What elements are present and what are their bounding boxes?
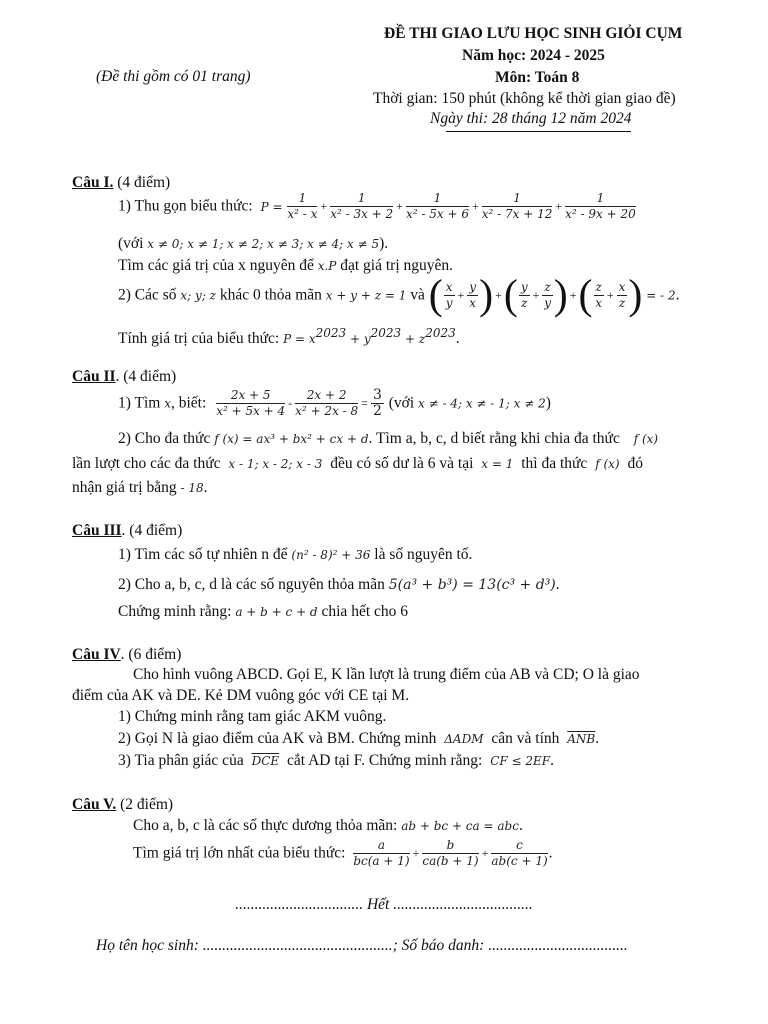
q2-heading: Câu II. (4 điểm) (72, 368, 177, 385)
q3-heading: Câu III. (4 điểm) (72, 522, 183, 539)
date-underline (446, 131, 631, 132)
exam-date: Ngày thi: 28 tháng 12 năm 2024 (430, 110, 632, 127)
q4-intro2: điểm của AK và DE. Kẻ DM vuông góc với CE tại M. (72, 687, 410, 704)
end-marker: ................................. Hết .................................... (235, 896, 533, 913)
q1-p2: 2) Các số x; y; z khác 0 thỏa mãn x + y + z = 1 và ( $\frac{x}{y}$ + $\frac{y}{x}$ ) +( $\frac{y}{z}$ + $\frac{z}{y}$ ) +( $\frac{z}{x}$ + $\frac{x}{z}$ ) = - 2. (118, 272, 680, 319)
angle-anb: $\overline{ANB}$ (567, 732, 596, 746)
subject: Môn: Toán 8 (495, 69, 580, 86)
q3-p1: 1) Tìm các số tự nhiên n để (n² - 8)² + 36 là số nguyên tố. (118, 546, 473, 563)
q4-p3: 3) Tia phân giác của $\overline{DCE}$ cắt AD tại F. Chứng minh rằng: CF ≤ 2EF. (118, 752, 554, 769)
student-info: Họ tên học sinh: .................................................; Số báo danh: .................................... (96, 937, 628, 954)
q1-find: Tìm các giá trị của x nguyên để x.P đạt giá trị nguyên. (118, 257, 454, 274)
q3-p3: Chứng minh rằng: a + b + c + d chia hết cho 6 (118, 603, 409, 620)
exam-title: ĐỀ THI GIAO LƯU HỌC SINH GIỎI CỤM (384, 25, 683, 42)
q1-fraction: $\frac{1}{\text{x² - 7x + 12}}$ (481, 191, 553, 221)
q1-p1: 1) Thu gọn biểu thức: P = $\frac{1}{\text{x² - x}}$ + $\frac{1}{\text{x² - 3x + 2}}$ + $\frac{1}{\text{x² - 5x + 6}}$ + $\frac{1}{\text{x² - 7x + 12}}$ + $\frac{1}{\text{x² - 9x + 20}}$ (118, 191, 636, 221)
q2-p2-line1: 2) Cho đa thức f (x) = ax³ + bx² + cx + d. Tìm a, b, c, d biết rằng khi chia đa thức f (x) (118, 430, 659, 447)
q1-fraction: $\frac{1}{\text{x² - x}}$ (287, 191, 318, 221)
q5-find: Tìm giá trị lớn nhất của biểu thức: $\frac{a}{bc(a + 1)}$ + $\frac{b}{ca(b + 1)}$ + $\frac{c}{ab(c + 1)}$ . (133, 838, 553, 868)
q2-p1: 1) Tìm x, biết: $\frac{2x + 5}{\text{x² + 5x + 4}}$ - $\frac{2x + 2}{\text{x² + 2x - 8}}$ = $\frac{3}{2}$ (với x ≠ - 4; x ≠ - 1; x ≠ 2) (118, 387, 551, 419)
q5-heading: Câu V. (2 điểm) (72, 796, 174, 813)
q1-fraction: $\frac{1}{\text{x² - 5x + 6}}$ (405, 191, 469, 221)
q1-heading: Câu I. (4 điểm) (72, 174, 171, 191)
q3-p2: 2) Cho a, b, c, d là các số nguyên thỏa mãn 5(a³ + b³) = 13(c³ + d³). (118, 576, 560, 593)
q4-p2: 2) Gọi N là giao điểm của AK và BM. Chứng minh ΔADM cân và tính $\overline{ANB}$. (118, 730, 600, 747)
q1-fraction: $\frac{1}{\text{x² - 9x + 20}}$ (565, 191, 636, 221)
angle-dce: $\overline{DCE}$ (251, 754, 280, 768)
q1-calc: Tính giá trị của biểu thức: $P = x^{2023} + y^{2023} + z^{2023}$. (118, 326, 460, 347)
q5-intro: Cho a, b, c là các số thực dương thỏa mãn: ab + bc + ca = abc. (133, 817, 523, 834)
pages-note: (Đề thi gồm có 01 trang) (96, 68, 251, 85)
q4-heading: Câu IV. (6 điểm) (72, 646, 182, 663)
exam-time: Thời gian: 150 phút (không kể thời gian giao đề) (373, 90, 676, 107)
q4-p1: 1) Chứng minh rằng tam giác AKM vuông. (118, 708, 387, 725)
q1-condition: (với x ≠ 0; x ≠ 1; x ≠ 2; x ≠ 3; x ≠ 4; x ≠ 5). (118, 235, 389, 252)
q1-fraction: $\frac{1}{\text{x² - 3x + 2}}$ (330, 191, 394, 221)
q2-p2-line3: nhận giá trị bằng - 18. (72, 479, 208, 496)
q2-p2-line2: lần lượt cho các đa thức x - 1; x - 2; x - 3 đều có số dư là 6 và tại x = 1 thì đa thức f (x) đó (72, 455, 643, 472)
q4-intro1: Cho hình vuông ABCD. Gọi E, K lần lượt là trung điểm của AB và CD; O là giao (133, 666, 640, 683)
school-year: Năm học: 2024 - 2025 (462, 47, 605, 64)
